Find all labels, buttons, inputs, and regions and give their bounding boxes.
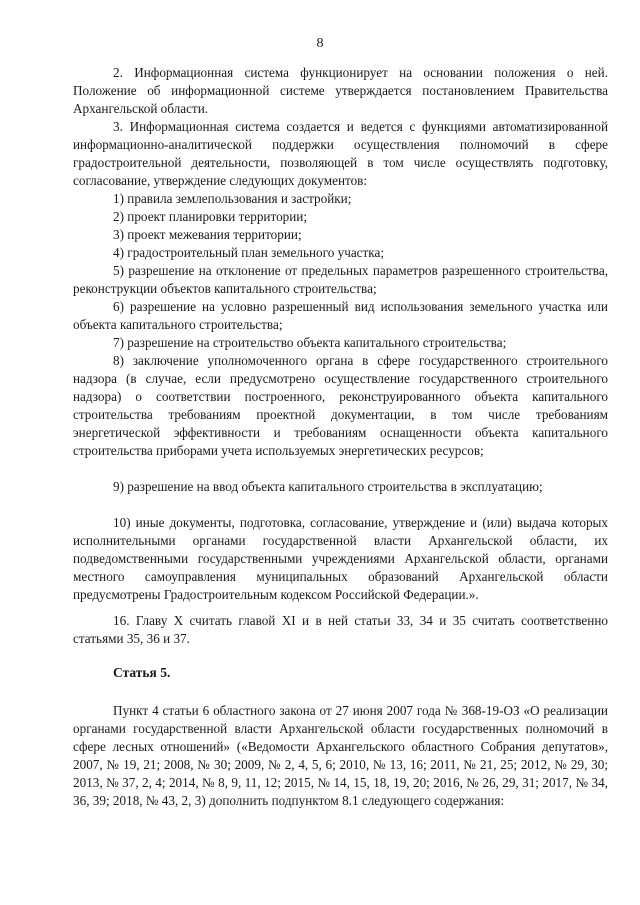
list-item-9: 9) разрешение на ввод объекта капитального строительства в эксплуатацию; bbox=[113, 479, 543, 494]
list-item-5: 5) разрешение на отклонение от предельных параметров разрешенного строительства, реконструкции объектов капитального строительства; bbox=[73, 263, 608, 297]
list-item-4: 4) градостроительный план земельного участка; bbox=[113, 245, 385, 260]
list-item-8: 8) заключение уполномоченного органа в сфере государственного строительного надзора (в случае, если предусмотрено осуществление государственного строительного надзора) о соответствии построенного, реконструированного объекта капитального строительства требованиям проектной документации, в том числе требованиям энергетической эффективности и требованиям оснащенности объекта капитального строительства приборами учета используемых энергетических ресурсов; bbox=[73, 353, 608, 459]
list-item-7: 7) разрешение на строительство объекта капитального строительства; bbox=[113, 335, 507, 350]
paragraph-3: 3. Информационная система создается и ведется с функциями автоматизированной информационно-аналитической поддержки осуществления полномочий в сфере градостроительной деятельности, позволяющей в том числе осуществлять подготовку, согласование, утверждение следующих документов: bbox=[73, 119, 608, 189]
paragraph-2: 2. Информационная система функционирует на основании положения о ней. Положение об информационной системе утверждается постановлением Правительства Архангельской области. bbox=[73, 65, 608, 117]
list-item-2: 2) проект планировки территории; bbox=[113, 209, 308, 224]
list-item-6: 6) разрешение на условно разрешенный вид использования земельного участка или объекта капитального строительства; bbox=[73, 299, 608, 333]
article-text: Пункт 4 статьи 6 областного закона от 27 июня 2007 года № 368-19-ОЗ «О реализации органами государственной власти Архангельской области государственных полномочий в сфере лесных отношений» («Ведомости Архангельского областного Собрания депутатов», 2007, № 19, 21; 2008, № 30; 2009, № 2, 4, 5, 6; 2010, № 13, 16; 2011, № 21, 25; 2012, № 29, 30; 2013, № 37, 2, 4; 2014, № 8, 9, 11, 12; 2015, № 14, 15, 18, 19, 20; 2016, № 26, 29, 31; 2017, № 34, 36, 39; 2018, № 43, 2, 3) дополнить подпунктом 8.1 следующего содержания: bbox=[73, 703, 608, 809]
list-item-1: 1) правила землепользования и застройки; bbox=[113, 191, 352, 206]
list-item-10: 10) иные документы, подготовка, согласование, утверждение и (или) выдача которых исполнительными органами государственной власти Архангельской области, их подведомственными государственными учреждениями Архангельской области, органами местного самоуправления муниципальных образований Архангельской области предусмотрены Градостроительным кодексом Российской Федерации.». bbox=[73, 515, 608, 603]
paragraph-16: 16. Главу X считать главой XI и в ней статьи 33, 34 и 35 считать соответственно статьями 35, 36 и 37. bbox=[73, 613, 608, 647]
article-heading: Статья 5. bbox=[113, 665, 171, 680]
list-item-3: 3) проект межевания территории; bbox=[113, 227, 302, 242]
page-number: 8 bbox=[316, 36, 324, 51]
